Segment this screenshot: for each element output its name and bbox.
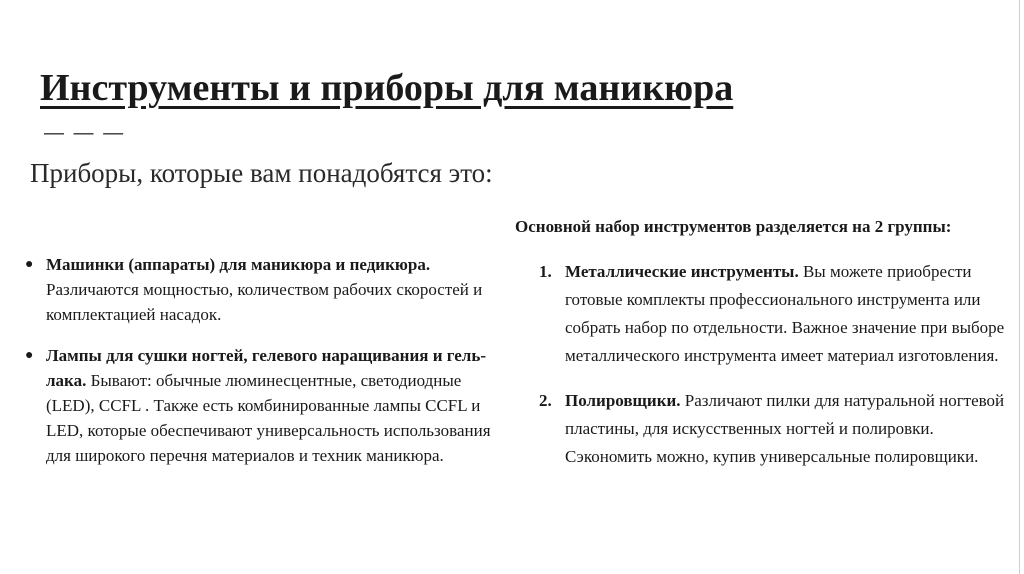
slide-title: Инструменты и приборы для маникюра: [40, 67, 734, 109]
title-dashes: — — —: [44, 122, 126, 144]
item-heading: Полировщики.: [565, 391, 681, 410]
item-number: 2.: [539, 391, 552, 410]
devices-list: [22, 252, 492, 484]
tools-intro: Основной набор инструментов разделяется на 2 группы:: [515, 217, 952, 236]
bullet-icon: ●: [25, 348, 34, 363]
subtitle: Приборы, которые вам понадобятся это:: [30, 158, 493, 188]
tools-list-item: [515, 387, 1005, 471]
tools-list-item: [515, 258, 1005, 370]
item-heading: Металлические инструменты.: [565, 262, 799, 281]
bullet-icon: ●: [25, 257, 34, 272]
tools-section: [515, 213, 1005, 488]
devices-list-item: [22, 343, 492, 468]
devices-list-item: [22, 252, 492, 327]
item-text: Бывают: обычные люминесцентные, светодиодные (LED), CCFL . Также есть комбинированные лампы CCFL и LED, которые обеспечивают универсальность использования для широкого перечня материалов и техник маникюра.: [46, 371, 491, 465]
item-heading: Машинки (аппараты) для маникюра и педикюра.: [46, 255, 431, 274]
item-text: Различаются мощностью, количеством рабочих скоростей и комплектацией насадок.: [46, 280, 483, 324]
item-text: Различают пилки для натуральной ногтевой пластины, для искусственных ногтей и полировки. Сэкономить можно, купив универсальные полировщики.: [565, 391, 1005, 466]
slide-right-border: [1019, 0, 1020, 574]
item-heading: Лампы для сушки ногтей, гелевого наращивания и гель-лака.: [46, 346, 486, 390]
item-text: Вы можете приобрести готовые комплекты профессионального инструмента или собрать набор по отдельности. Важное значение при выборе металлического инструмента имеет материал изготовления.: [565, 262, 1005, 365]
item-number: 1.: [539, 262, 552, 281]
